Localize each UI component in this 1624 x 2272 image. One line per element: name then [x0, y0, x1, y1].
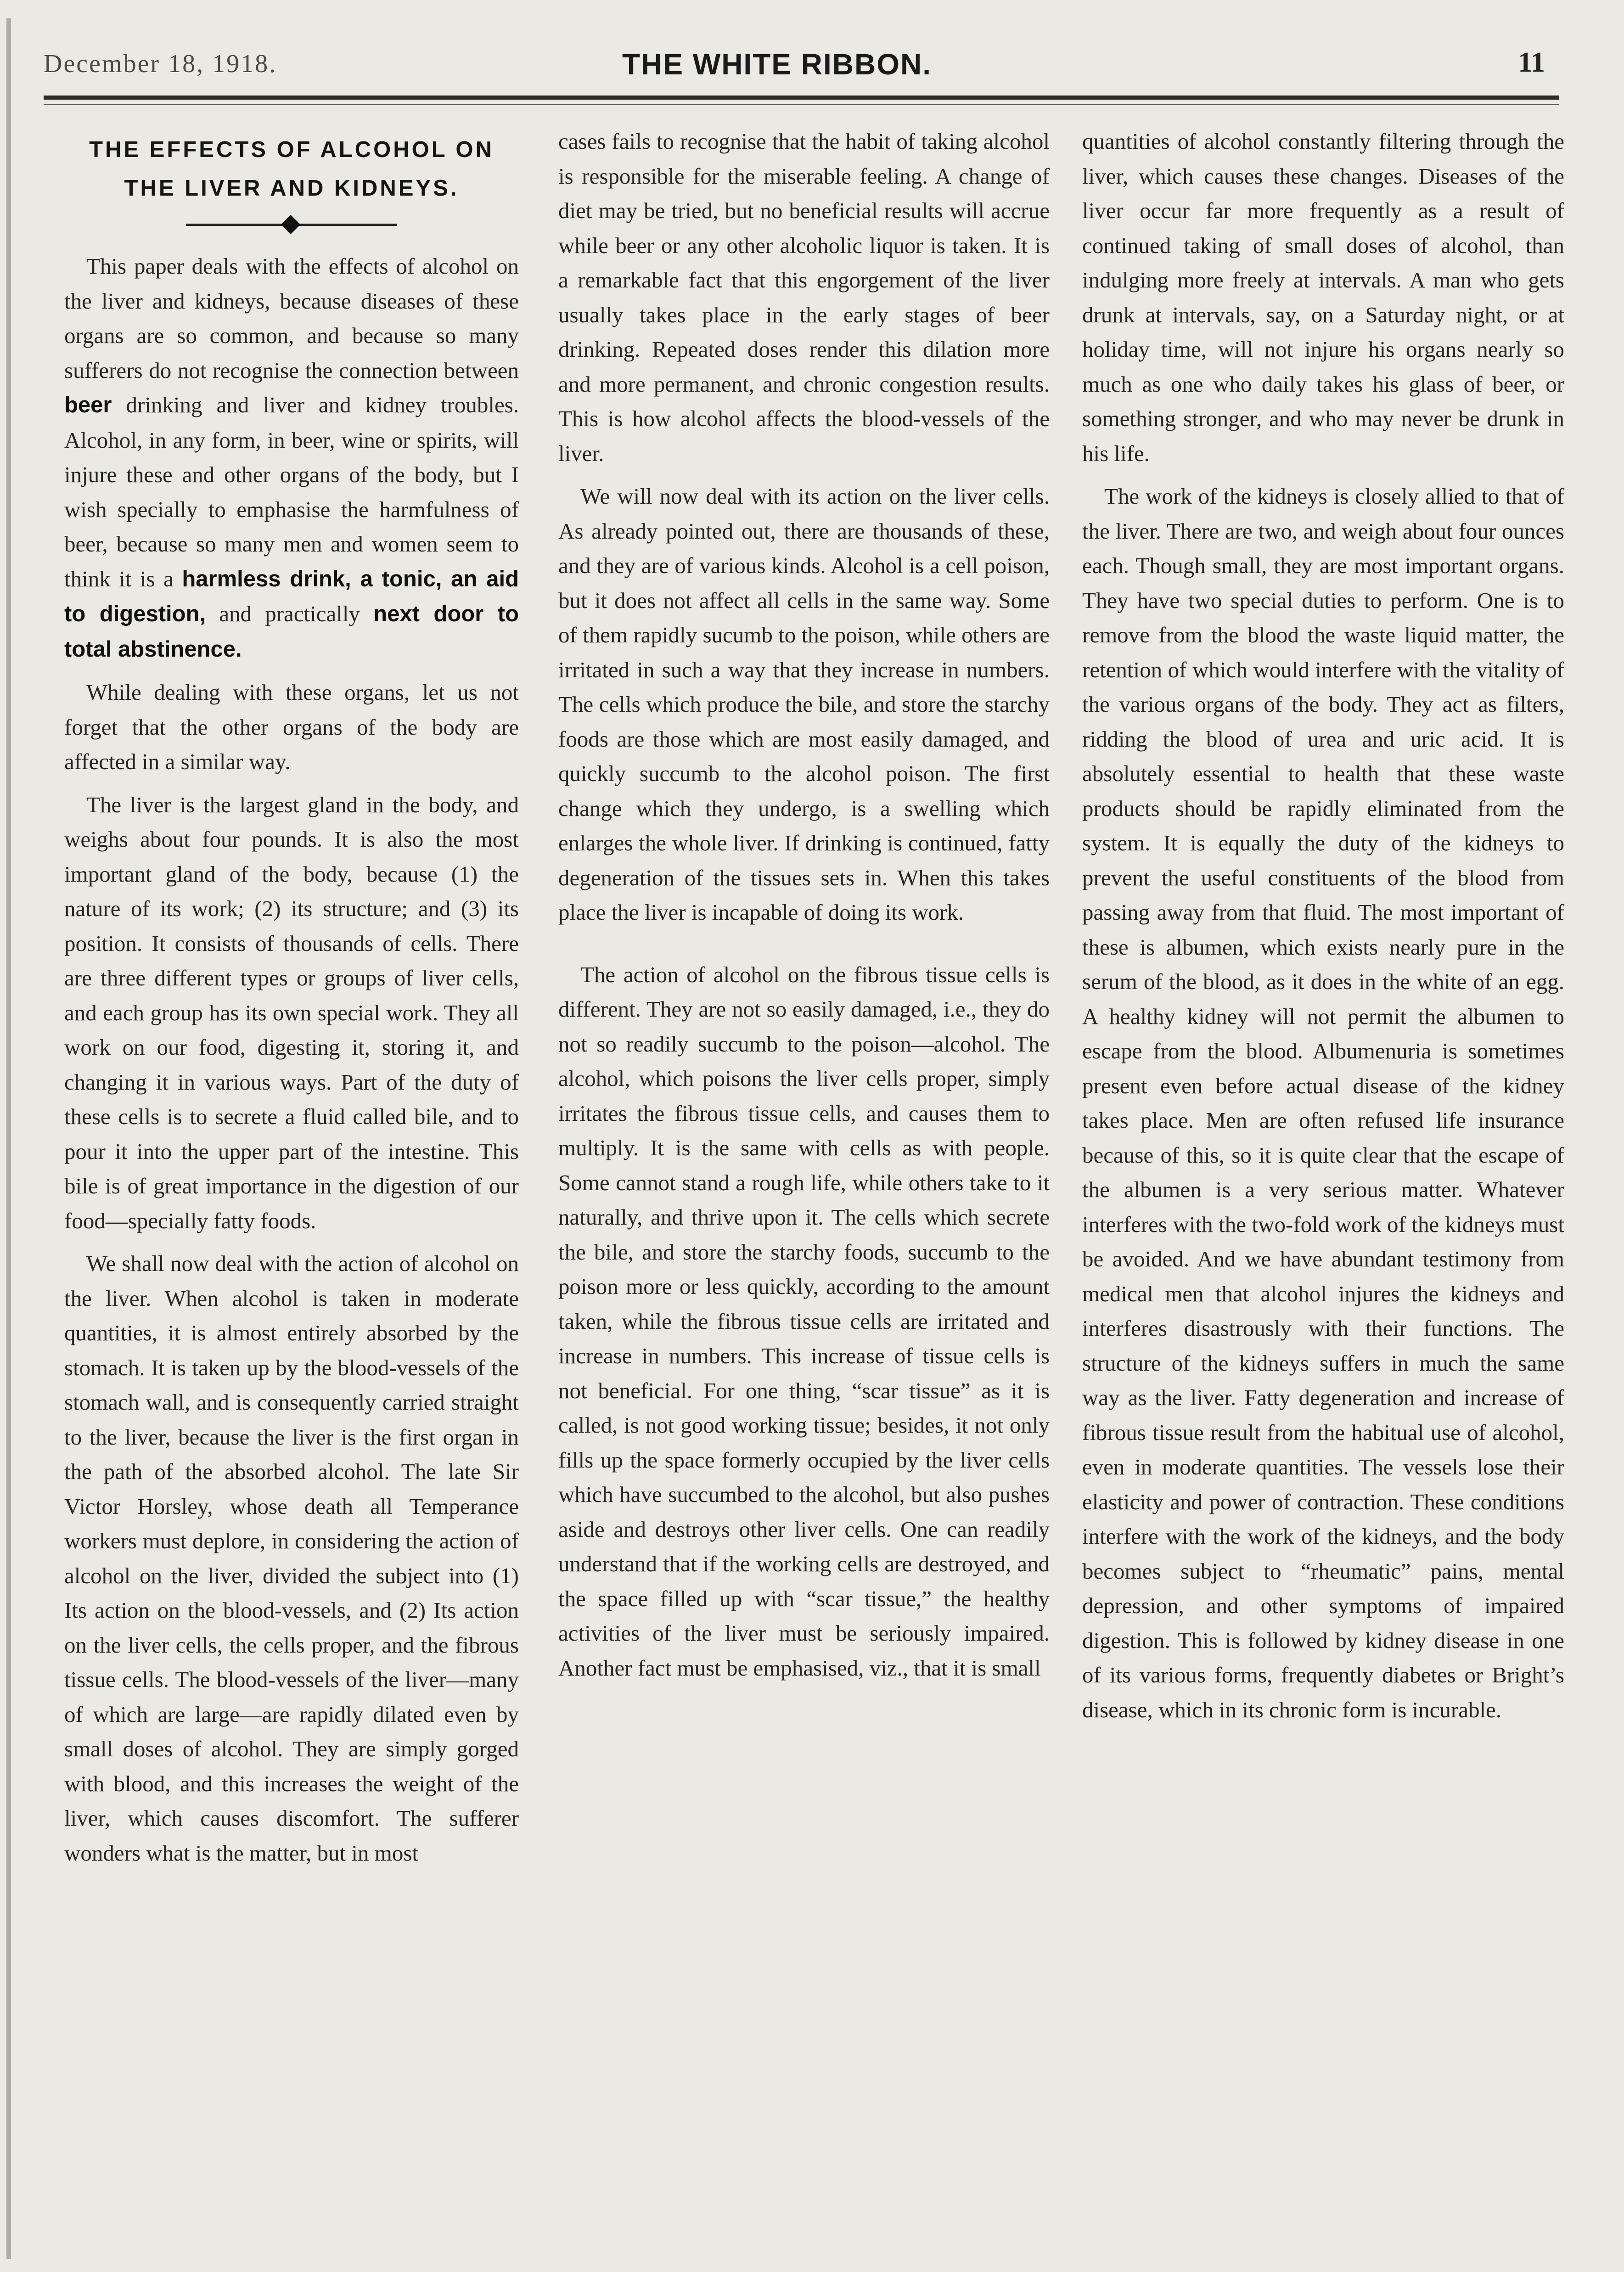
paragraph-alcohol-action-start: We shall now deal with the action of alcohol on the liver. When alcohol is taken in moderate quantities, it is almost entirely absorbed by the stomach. It is taken up by the blood-vessels of the stomach wall, and is consequently carried straight to the liver, because the liver is the first organ in the path of the absorbed alcohol. The late Sir Victor Horsley, whose death all Temperance workers must deplore, in considering the action of alcohol on the liver, divided the subject into (1) Its action on the blood-vessels, and (2) Its action on the liver cells, the cells proper, and the fibrous tissue cells. The blood-vessels of the liver—many of which are large—are rapidly dilated even by small doses of alcohol. They are simply gorged with blood, and this increases the weight of the liver, which causes discomfort. The sufferer wonders what is the matter, but in most [64, 1251, 519, 1866]
diamond-icon [281, 215, 300, 234]
article-title-line-2: THE LIVER AND KIDNEYS. [124, 176, 459, 201]
paragraph-other-organs: While dealing with these organs, let us not forget that the other organs of the body are affected in a similar way. [64, 680, 519, 774]
emphasis-abstinence: next door to total abstinence. [64, 602, 519, 662]
paragraph-fibrous-tissue-cont: quantities of alcohol constantly filtering through the liver, which causes these changes. Diseases of the liver occur far more frequently as a result of continued taking of small doses of alcohol, than indulging more freely at intervals. A man who gets drunk at intervals, say, on a Saturday night, or at holiday time, will not injure his organs nearly so much as one who daily takes his glass of beer, or something stronger, and who may never be drunk in his life. [1082, 129, 1564, 466]
header-rule-thin [44, 104, 1559, 105]
paragraph-intro: This paper deals with the effects of alcohol on the liver and kidneys, because diseases of these organs are so common, and because so many sufferers do not recognise the connection between beer drinking and liver and kidney troubles. Alcohol, in any form, in beer, wine or spirits, will injure these and other organs of the body, but I wish specially to emphasise the harmfulness of beer, because so many men and women seem to think it is a harmless drink, a tonic, an aid to digestion, and practically next door to total abstinence. [64, 253, 519, 662]
emphasis-beer: beer [64, 393, 112, 417]
paragraph-kidneys: The work of the kidneys is closely allied to that of the liver. There are two, and weigh about four ounces each. Though small, they are most important organs. They have two special duties to perform. One is to remove from the blood the waste liquid matter, the retention of which would interfere with the vitality of the various organs of the body. They act as filters, ridding the blood of urea and uric acid. It is absolutely essential to health that these waste products should be rapidly eliminated from the system. It is equally the duty of the kidneys to prevent the useful constituents of the blood from passing away from that fluid. The most important of these is albumen, which exists nearly pure in the serum of the blood, as it does in the white of an egg. A healthy kidney will not permit the albumen to escape from the blood. Albumenuria is sometimes present even before actual disease of the kidney takes place. Men are often refused life insurance because of this, so it is quite clear that the escape of the albumen is a very serious matter. Whatever interferes with the two-fold work of the kidneys must be avoided. And we have abundant testimony from medical men that alcohol injures the kidneys and interferes disastrously with their functions. The structure of the kidneys suffers in much the same way as the liver. Fatty degeneration and increase of fibrous tissue result from the habitual use of alcohol, even in moderate quantities. The vessels lose their elasticity and power of contraction. These conditions interfere with the work of the kidneys, and the body becomes subject to “rheumatic” pains, mental depression, and other symptoms of impaired digestion. This is followed by kidney disease in one of its various forms, frequently diabetes or Bright’s disease, which in its chronic form is incurable. [1082, 484, 1564, 1722]
paragraph-fibrous-tissue-start: The action of alcohol on the fibrous tissue cells is different. They are not so easily damaged, i.e., they do not so readily succumb to the poison—alcohol. The alcohol, which poisons the liver cells proper, simply irritates the fibrous tissue cells, and causes them to multiply. It is the same with cells as with people. Some cannot stand a rough life, while others take to it naturally, and thrive upon it. The cells which secrete the bile, and store the starchy foods, succumb to the poison more or less quickly, according to the amount taken, while the fibrous tissue cells are irritated and increase in numbers. This increase of tissue cells is not beneficial. For one thing, “scar tissue” as it is called, is not good working tissue; besides, it not only fills up the space formerly occupied by the liver cells which have succumbed to the alcohol, but also pushes aside and destroys other liver cells. One can readily understand that if the working cells are destroyed, and the space filled up with “scar tissue,” the healthy activities of the liver must be seriously impaired. Another fact must be emphasised, viz., that it is small [558, 962, 1050, 1681]
page-number: 11 [1518, 47, 1545, 78]
article-title [64, 130, 519, 208]
paragraph-liver-gland: The liver is the largest gland in the body, and weighs about four pounds. It is also the most important gland of the body, because (1) the nature of its work; (2) its structure; and (3) its position. It consists of thousands of cells. There are three different types or groups of liver cells, and each group has its own special work. They all work on our food, digesting it, storing it, and changing it in various ways. Part of the duty of these cells is to secrete a fluid called bile, and to pour it into the upper part of the intestine. This bile is of great importance in the digestion of our food—specially fatty foods. [64, 792, 519, 1233]
column-2 [558, 124, 1050, 2245]
page-edge-shadow [6, 18, 11, 2259]
column-1 [64, 124, 519, 2245]
article-title-line-1: THE EFFECTS OF ALCOHOL ON [89, 137, 494, 162]
page-header [44, 44, 1559, 85]
title-ornament [64, 208, 519, 241]
emphasis-harmless-drink: harmless drink, a tonic, an aid to digestion, [64, 566, 519, 626]
publication-title: THE WHITE RIBBON. [622, 48, 932, 81]
column-3 [1082, 124, 1564, 2245]
header-rule-thick [44, 96, 1559, 100]
paragraph-alcohol-action-cont: cases fails to recognise that the habit of taking alcohol is responsible for the miserable feeling. A change of diet may be tried, but no beneficial results will accrue while beer or any other alcoholic liquor is taken. It is a remarkable fact that this engorgement of the liver usually takes place in the early stages of beer drinking. Repeated doses render this dilation more and more permanent, and chronic congestion results. This is how alcohol affects the blood-vessels of the liver. [558, 129, 1050, 466]
issue-date: December 18, 1918. [44, 50, 277, 78]
paragraph-liver-cells: We will now deal with its action on the liver cells. As already pointed out, there are thousands of these, and they are of various kinds. Alcohol is a cell poison, but it does not affect all cells in the same way. Some of them rapidly sucumb to the poison, while others are irritated in such a way that they increase in numbers. The cells which produce the bile, and store the starchy foods are those which are most easily damaged, and quickly succumb to the alcohol poison. The first change which they undergo, is a swelling which enlarges the whole liver. If drinking is continued, fatty degeneration of the tissues sets in. When this takes place the liver is incapable of doing its work. [558, 484, 1050, 925]
